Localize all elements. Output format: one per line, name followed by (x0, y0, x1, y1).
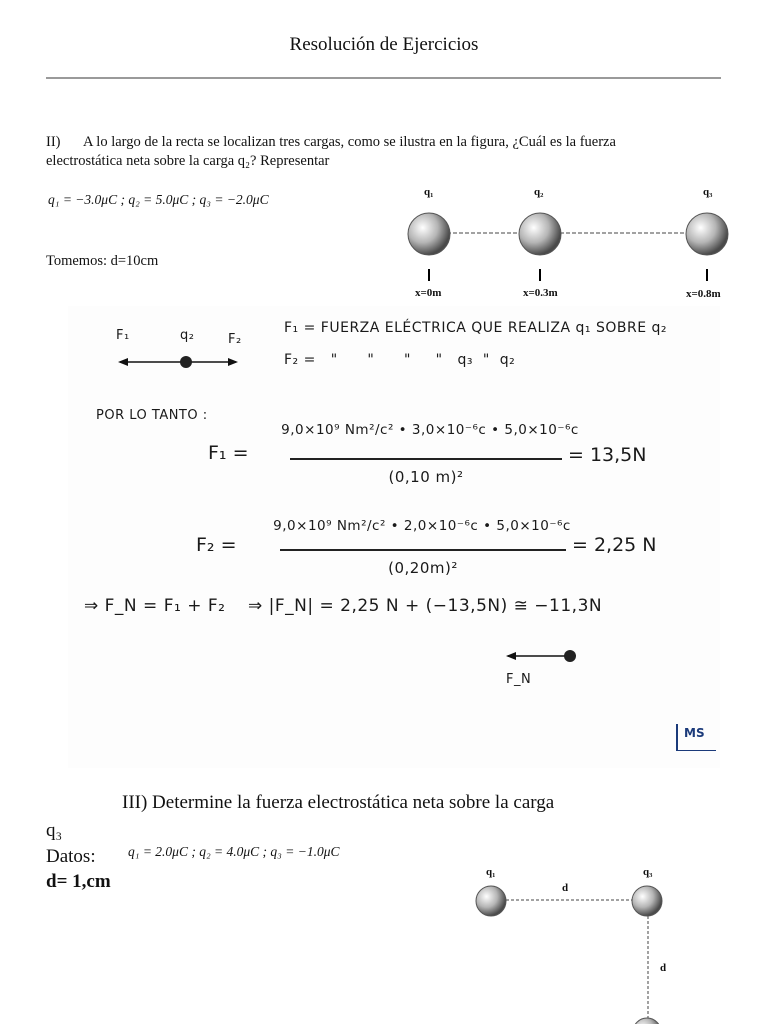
f2-fraction-bar (280, 549, 566, 551)
problem-3-heading: III) Determine la fuerza electrostática neta sobre la carga (122, 792, 555, 813)
net-force-vector: ⇒ F_N = F₁ + F₂ (84, 596, 226, 616)
p3-label-d-vertical: d (660, 962, 667, 974)
label-q3: q₃ (703, 186, 713, 198)
charge-q3-sphere (686, 213, 728, 255)
page-title: Resolución de Ejercicios (289, 34, 479, 55)
charge-q1-sphere (408, 213, 450, 255)
p3-charge-q3 (632, 886, 662, 916)
p3-label-q1: q₁ (486, 866, 496, 878)
f1-lhs: F₁ = (208, 442, 249, 464)
f1-result: = 13,5N (568, 444, 647, 466)
f1-vector-label: F₁ (116, 328, 130, 343)
f2-vector-label: F₂ (228, 332, 242, 347)
header-divider (46, 77, 721, 79)
charge-q2-sphere (519, 213, 561, 255)
net-force-magnitude: ⇒ |F_N| = 2,25 N + (−13,5N) ≅ −11,3N (248, 596, 603, 616)
f2-numerator: 9,0×10⁹ Nm²/c² • 2,0×10⁻⁶c • 5,0×10⁻⁶c (273, 518, 571, 534)
problem-2-assumption: Tomemos: d=10cm (46, 253, 159, 269)
author-initials: MS (684, 726, 705, 740)
f2-result: = 2,25 N (572, 534, 657, 556)
net-force-arrow (504, 644, 584, 668)
f1-denominator: (0,10 m)² (388, 468, 464, 486)
p3-charge-q1 (476, 886, 506, 916)
distance-value: d= 1,cm (46, 871, 111, 892)
q2-dot-label: q₂ (180, 328, 195, 343)
definition-f2: F₂ = " " " " q₃ " q₂ (284, 352, 516, 368)
position-q3: x=0.8m (686, 288, 721, 300)
author-initials-mark (676, 724, 716, 751)
datos-values: q₁ = 2.0μC ; q₂ = 4.0μC ; q₃ = −1.0μC (128, 844, 340, 859)
position-q1: x=0m (415, 287, 442, 299)
p3-label-d-horizontal: d (562, 882, 569, 894)
charges-right-angle-figure (460, 870, 700, 1024)
por-lo-tanto: POR LO TANTO : (96, 408, 208, 423)
problem-3-heading-cont: q₃ (46, 820, 63, 841)
f2-denominator: (0,20m)² (388, 559, 458, 577)
definition-f1: F₁ = FUERZA ELÉCTRICA QUE REALIZA q₁ SOBRE q₂ (284, 320, 668, 336)
problem-2-text-line2: electrostática neta sobre la carga q₂? Representar (46, 153, 330, 169)
problem-2-charges: q₁ = −3.0μC ; q₂ = 5.0μC ; q₃ = −2.0μC (48, 192, 269, 207)
problem-2-number: II) (46, 134, 61, 150)
problem-2-text-line1: A lo largo de la recta se localizan tres cargas, como se ilustra en la figura, ¿Cuál es la fuerza (83, 134, 616, 150)
position-q2: x=0.3m (523, 287, 558, 299)
label-q2: q₂ (534, 186, 544, 198)
p3-label-q3: q₃ (643, 866, 653, 878)
f1-fraction-bar (290, 458, 562, 460)
datos-label: Datos: (46, 846, 96, 867)
f1-numerator: 9,0×10⁹ Nm²/c² • 3,0×10⁻⁶c • 5,0×10⁻⁶c (281, 422, 579, 438)
label-q1: q₁ (424, 186, 434, 198)
handwritten-solution (68, 306, 720, 768)
p3-charge-q2 (633, 1018, 661, 1024)
f2-lhs: F₂ = (196, 534, 237, 556)
net-force-label: F_N (506, 672, 532, 687)
